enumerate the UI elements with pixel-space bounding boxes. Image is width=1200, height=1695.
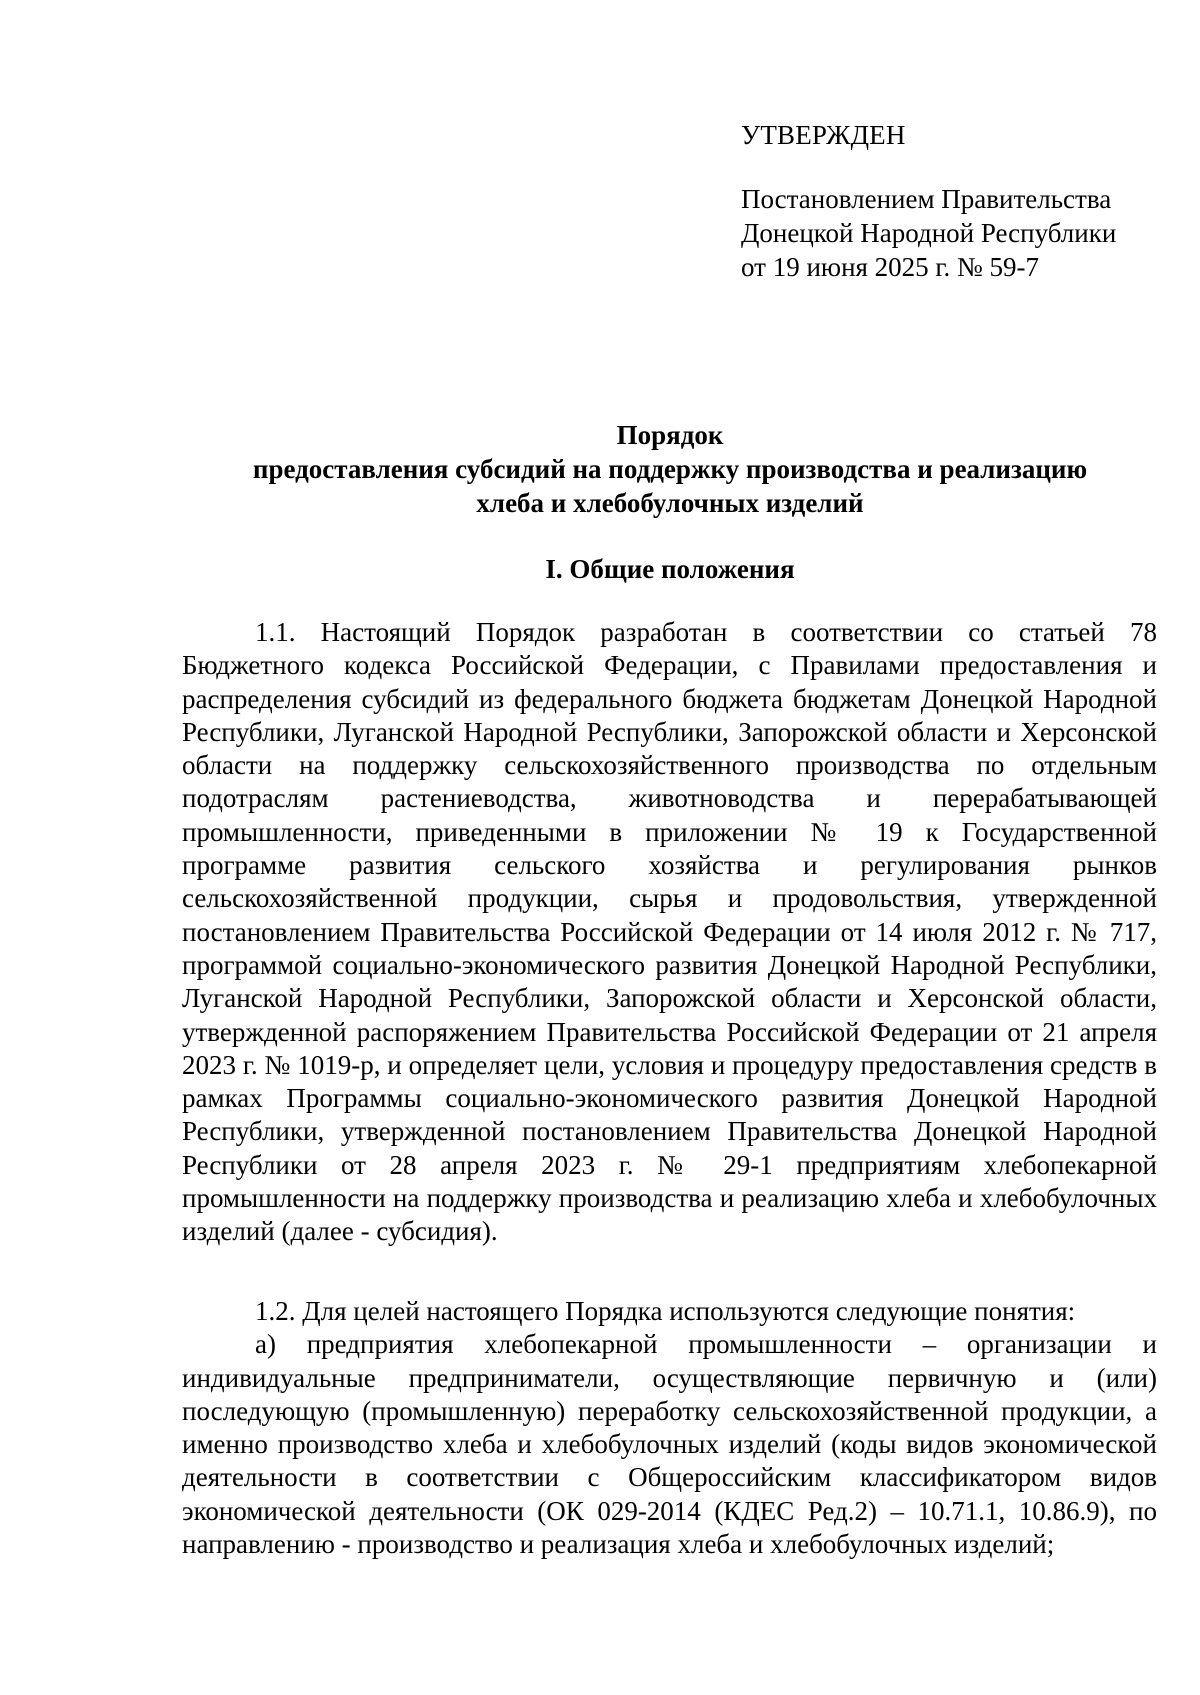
paragraph-1-2 (182, 1295, 1157, 1561)
paragraph-1-1 (182, 616, 1157, 1249)
paragraph-1-2-text: 1.2. Для целей настоящего Порядка используются следующие понятия: (255, 1296, 1076, 1326)
paragraph-1-2-a-text: а) предприятия хлебопекарной промышленности – организации и индивидуальные предприниматели, осуществляющие первичную и (или) последующую (промышленную) переработку сельскохозяйственной продукции, а именно производство хлеба и хлебобулочных изделий (коды видов экономической деятельности в соответствии с Общероссийским классификатором видов экономической деятельности (ОК 029-2014 (КДЕС Ред.2) – 10.71.1, 10.86.9), по направлению - производство и реализация хлеба и хлебобулочных изделий; (182, 1329, 1157, 1560)
approval-line-3: от 19 июня 2025 г. № 59-7 (741, 252, 1039, 282)
document-title (180, 418, 1160, 520)
paragraph-1-1-text: 1.1. Настоящий Порядок разработан в соответствии со статьей 78 Бюджетного кодекса Российской Федерации, с Правилами предоставления и распределения субсидий из федерального бюджета бюджетам Донецкой Народной Республики, Луганской Народной Республики, Запорожской области и Херсонской области на поддержку сельскохозяйственного производства по отдельным подотраслям растениеводства, животноводства и перерабатывающей промышленности, приведенными в приложении № 19 к Государственной программе развития сельского хозяйства и регулирования рынков сельскохозяйственной продукции, сырья и продовольствия, утвержденной постановлением Правительства Российской Федерации от 14 июля 2012 г. № 717, программой социально-экономического развития Донецкой Народной Республики, Луганской Народной Республики, Запорожской области и Херсонской области, утвержденной распоряжением Правительства Российской Федерации от 21 апреля 2023 г. № 1019-р, и определяет цели, условия и процедуру предоставления средств в рамках Программы социально-экономического развития Донецкой Народной Республики, утвержденной постановлением Правительства Донецкой Народной Республики от 28 апреля 2023 г. № 29-1 предприятиям хлебопекарной промышленности на поддержку производства и реализацию хлеба и хлебобулочных изделий (далее - субсидия). (182, 617, 1157, 1247)
section-heading: I. Общие положения (545, 554, 795, 584)
approval-line-1: Постановлением Правительства (741, 184, 1112, 214)
approval-stamp: УТВЕРЖДЕН (741, 120, 906, 150)
title-line-2: предоставления субсидий на поддержку производства и реализацию (252, 454, 1088, 484)
title-line-3: хлеба и хлебобулочных изделий (476, 488, 864, 518)
title-line-1: Порядок (616, 420, 724, 450)
approval-line-2: Донецкой Народной Республики (741, 218, 1117, 248)
approval-block (741, 118, 1161, 284)
